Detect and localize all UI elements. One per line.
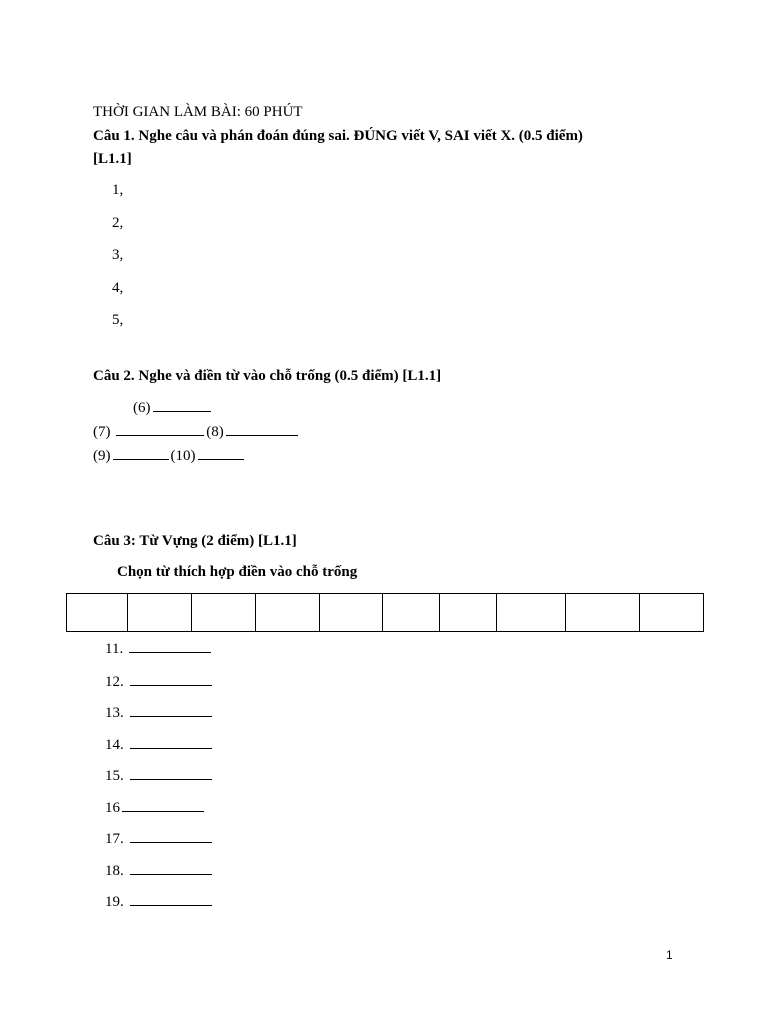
blank-16[interactable]	[122, 810, 204, 812]
q1-item	[112, 181, 258, 199]
word-bank-cell	[440, 594, 497, 632]
q1-item	[112, 279, 258, 297]
blank-label-9: (9)	[93, 448, 111, 464]
q3-title: Câu 3: Từ Vựng (2 điểm) [L1.1]	[93, 533, 297, 549]
blank-15[interactable]	[130, 778, 212, 780]
blank-label-6: (6)	[133, 400, 151, 416]
q3-instruction: Chọn từ thích hợp điền vào chỗ trống	[117, 564, 358, 580]
blank-7[interactable]	[116, 434, 204, 436]
blank-8[interactable]	[226, 434, 298, 436]
q1-item	[112, 246, 262, 264]
blank-label-7: (7)	[93, 424, 111, 440]
blank-12[interactable]	[130, 684, 212, 686]
q3-item-number: 15.	[105, 768, 124, 784]
word-bank-cell	[320, 594, 383, 632]
q1-item	[112, 311, 258, 329]
q3-item-number: 18.	[105, 863, 124, 879]
word-bank-cell	[497, 594, 566, 632]
word-bank-table	[66, 593, 704, 632]
blank-label-10: (10)	[170, 448, 196, 464]
word-bank-cell	[640, 594, 704, 632]
q2-passage-line	[93, 422, 300, 441]
blank-17[interactable]	[130, 841, 212, 843]
q3-item	[105, 798, 206, 817]
word-bank-cell	[383, 594, 440, 632]
time-limit-label: THỜI GIAN LÀM BÀI: 60 PHÚT	[93, 104, 303, 120]
q1-title: Câu 1. Nghe câu và phán đoán đúng sai. ĐÚNG viết V, SAI viết X. (0.5 điểm)	[93, 128, 583, 144]
q2-passage-line	[133, 398, 213, 417]
q3-item-number: 16	[105, 800, 120, 816]
blank-14[interactable]	[130, 747, 212, 749]
q3-item	[105, 639, 213, 658]
q3-item-number: 19.	[105, 894, 124, 910]
q1-item-number: 3,	[112, 247, 124, 263]
q3-item	[105, 892, 214, 911]
word-bank-cell	[566, 594, 640, 632]
q3-item-number: 14.	[105, 737, 124, 753]
q3-item-number: 17.	[105, 831, 124, 847]
q3-item	[105, 672, 214, 691]
q1-item-number: 1,	[112, 182, 124, 198]
q3-item	[105, 861, 214, 880]
blank-18[interactable]	[130, 873, 212, 875]
q1-item-number: 4,	[112, 280, 124, 296]
blank-13[interactable]	[130, 715, 212, 717]
blank-label-8: (8)	[206, 424, 224, 440]
q3-item	[105, 703, 214, 722]
word-bank-cell	[67, 594, 128, 632]
page-number: 1	[666, 948, 673, 962]
blank-11[interactable]	[129, 651, 211, 653]
q2-title: Câu 2. Nghe và điền từ vào chỗ trống (0.5 điểm) [L1.1]	[93, 368, 442, 384]
q3-item	[105, 829, 214, 848]
blank-19[interactable]	[130, 904, 212, 906]
q3-item-number: 13.	[105, 705, 124, 721]
blank-6[interactable]	[153, 410, 211, 412]
word-bank-cell	[192, 594, 256, 632]
q3-item-number: 12.	[105, 674, 124, 690]
word-bank-cell	[256, 594, 320, 632]
q3-item	[105, 766, 214, 785]
q3-item-number: 11.	[105, 641, 124, 657]
q1-item-number: 5,	[112, 312, 124, 328]
word-bank-cell	[128, 594, 192, 632]
blank-9[interactable]	[113, 458, 169, 460]
q1-tag: [L1.1]	[93, 151, 132, 167]
q1-item	[112, 214, 258, 232]
q1-item-number: 2,	[112, 215, 124, 231]
q2-passage-line	[93, 446, 246, 465]
blank-10[interactable]	[198, 458, 244, 460]
q3-item	[105, 735, 214, 754]
